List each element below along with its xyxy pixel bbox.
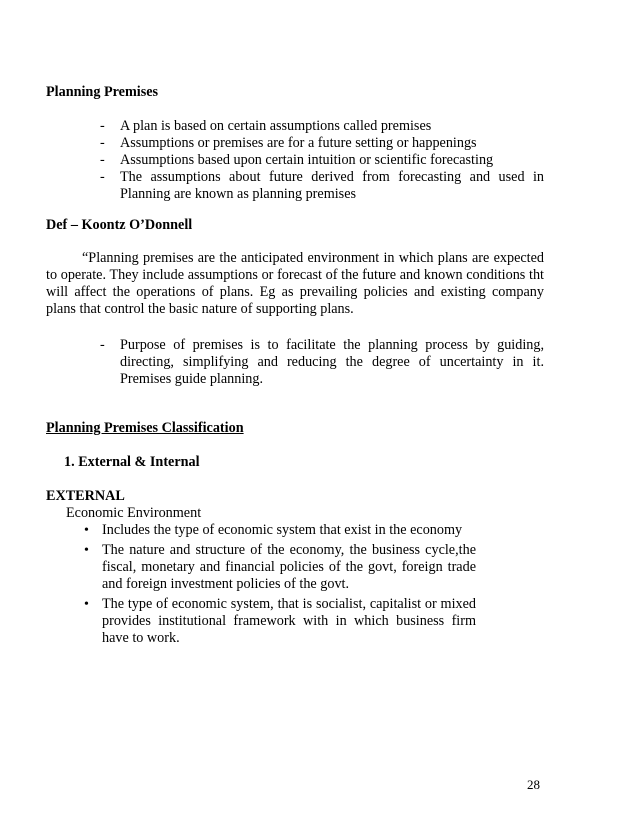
definition-paragraph: “Planning premises are the anticipated environment in which plans are expected to operate. They include assumptions or forecast of the future and known conditions tht will affect the operations of plans. Eg as prevailing policies and existing company plans that control the basic nature of supporting plans.	[46, 250, 544, 317]
economic-bullets	[84, 522, 476, 650]
page-number: 28	[527, 777, 540, 792]
numbered-item-external-internal: 1. External & Internal	[64, 454, 200, 470]
heading-classification: Planning Premises Classification	[46, 420, 244, 436]
list-item: - A plan is based on certain assumptions called premises	[100, 118, 544, 135]
purpose-list	[100, 337, 544, 388]
heading-external: EXTERNAL	[46, 488, 125, 504]
heading-planning-premises: Planning Premises	[46, 84, 159, 100]
premises-list	[100, 118, 544, 203]
bullet-item: • The type of economic system, that is socialist, capitalist or mixed provides institutional framework with in which business firm have to work.	[84, 596, 476, 647]
bullet-item: • Includes the type of economic system that exist in the economy	[84, 522, 476, 539]
list-item: - Assumptions or premises are for a future setting or happenings	[100, 135, 544, 152]
list-item: - The assumptions about future derived from forecasting and used in Planning are known as planning premises	[100, 169, 544, 203]
heading-definition: Def – Koontz O’Donnell	[46, 217, 193, 233]
subheading-economic-environment: Economic Environment	[66, 505, 202, 521]
bullet-item: • The nature and structure of the economy, the business cycle,the fiscal, monetary and financial policies of the govt, foreign trade and foreign investment policies of the govt.	[84, 542, 476, 593]
list-item: - Assumptions based upon certain intuition or scientific forecasting	[100, 152, 544, 169]
list-item: - Purpose of premises is to facilitate the planning process by guiding, directing, simplifying and reducing the degree of uncertainty in it. Premises guide planning.	[100, 337, 544, 388]
